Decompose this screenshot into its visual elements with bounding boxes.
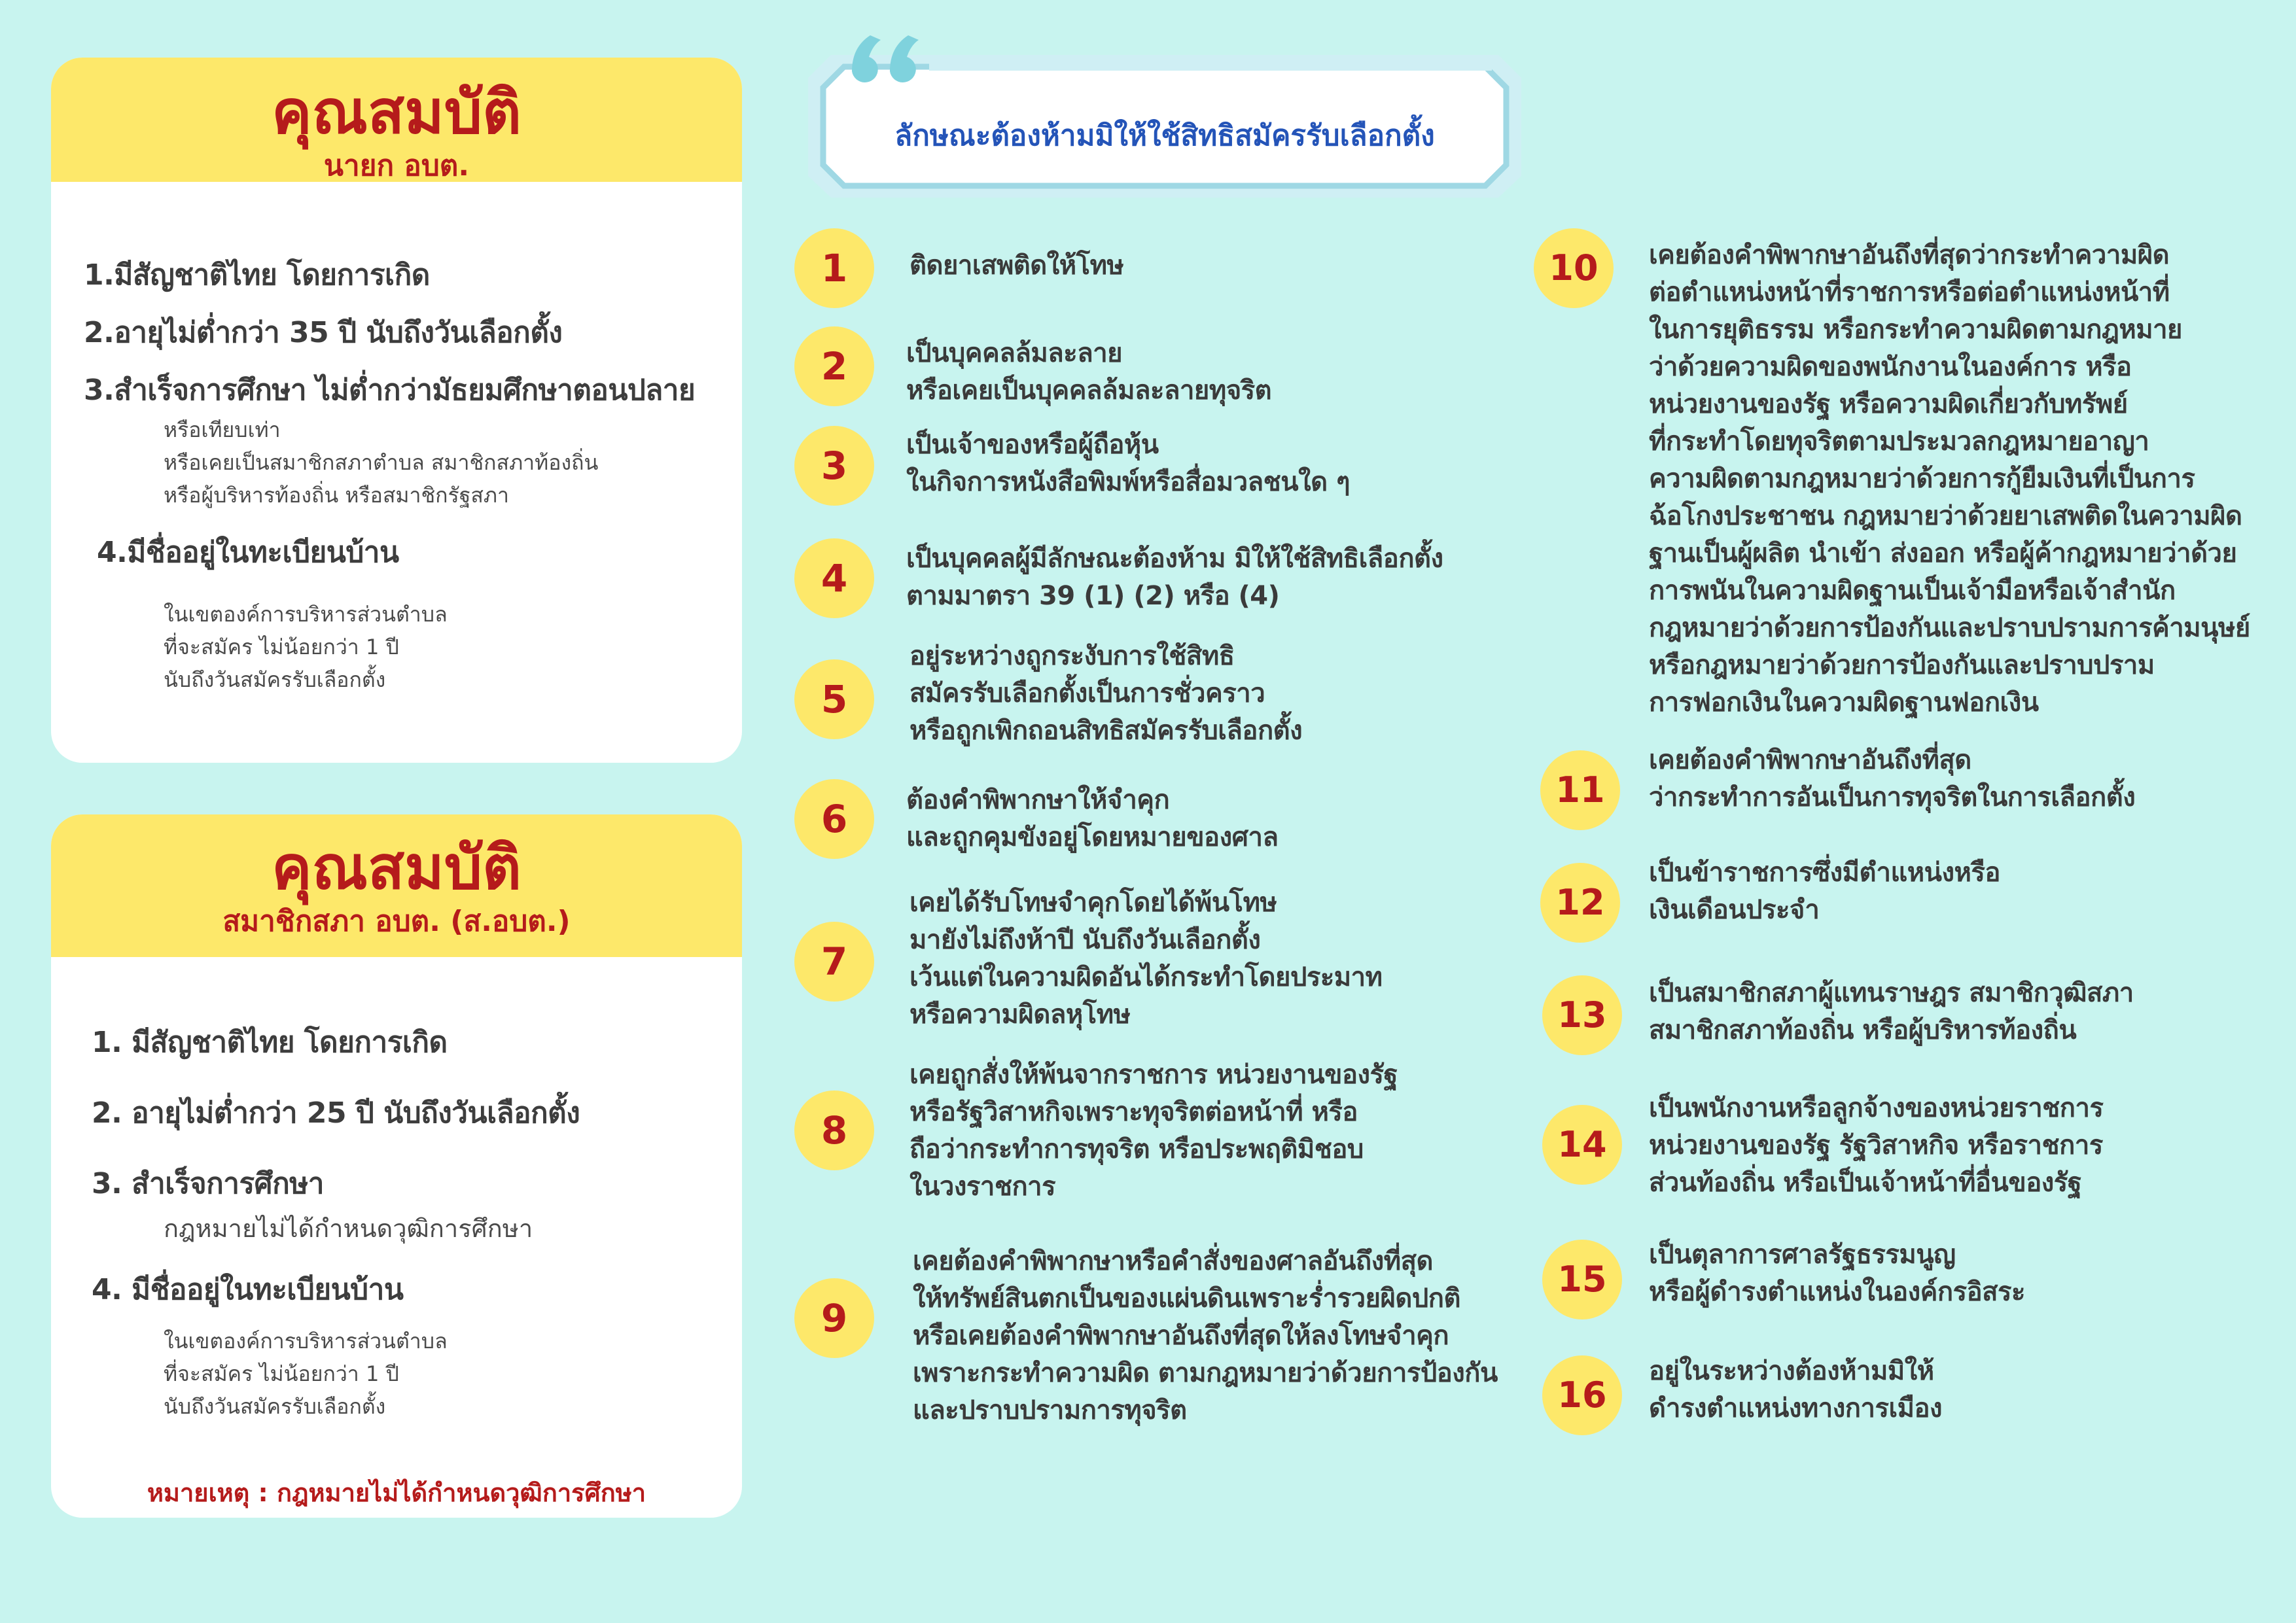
prohibition-text-line: การพนันในความผิดฐานเป็นเจ้ามือหรือเจ้าสำนัก bbox=[1649, 576, 2176, 606]
prohibition-text-line: การฟอกเงินในความผิดฐานฟอกเงิน bbox=[1649, 688, 2039, 718]
prohibition-text-line: เว้นแต่ในความผิดอันได้กระทำโดยประมาท bbox=[910, 962, 1383, 992]
prohibition-text-line: เคยต้องคำพิพากษาหรือคำสั่งของศาลอันถึงที่สุด bbox=[913, 1246, 1434, 1276]
prohibition-number-badge: 6 bbox=[794, 779, 874, 859]
prohibition-text-line: ในการยุติธรรม หรือกระทำความผิดตามกฎหมาย bbox=[1649, 315, 2182, 345]
prohibition-text bbox=[1649, 742, 2135, 816]
prohibition-text-line: เป็นตุลาการศาลรัฐธรรมนูญ bbox=[1649, 1240, 1956, 1270]
prohibition-text-line: ตามมาตรา 39 (1) (2) หรือ (4) bbox=[906, 581, 1280, 611]
prohibition-text-line: สมัครรับเลือกตั้งเป็นการชั่วคราว bbox=[910, 678, 1265, 708]
member-q2: 2. อายุไม่ต่ำกว่า 25 ปี นับถึงวันเลือกตั้ง bbox=[92, 1096, 580, 1130]
prohibition-text bbox=[910, 247, 1123, 285]
member-q1: 1. มีสัญชาติไทย โดยการเกิด bbox=[92, 1026, 448, 1059]
mayor-q3: 3.สำเร็จการศึกษา ไม่ต่ำกว่ามัธยมศึกษาตอนปลาย bbox=[84, 374, 696, 407]
prohibition-text-line: หรือกฎหมายว่าด้วยการป้องกันและปราบปราม bbox=[1649, 650, 2155, 680]
prohibition-text bbox=[1649, 854, 2000, 929]
prohibition-text-line: เคยได้รับโทษจำคุกโดยได้พ้นโทษ bbox=[910, 888, 1277, 918]
prohibition-number-badge: 11 bbox=[1540, 750, 1620, 830]
prohibitions-heading-banner bbox=[805, 22, 1525, 199]
prohibition-text-line: หรือรัฐวิสาหกิจเพราะทุจริตต่อหน้าที่ หรือ bbox=[910, 1097, 1358, 1127]
prohibition-text-line: ส่วนท้องถิ่น หรือเป็นเจ้าหน้าที่อื่นของรัฐ bbox=[1649, 1168, 2082, 1198]
prohibitions-heading: ลักษณะต้องห้ามมิให้ใช้สิทธิสมัครรับเลือกตั้ง bbox=[894, 119, 1435, 152]
mayor-q3-sub1: หรือเทียบเท่า bbox=[164, 417, 281, 442]
member-note: หมายเหตุ : กฎหมายไม่ได้กำหนดวุฒิการศึกษา bbox=[147, 1478, 646, 1507]
prohibition-text-line: และปราบปรามการทุจริต bbox=[913, 1395, 1187, 1425]
banner-frame bbox=[805, 22, 1525, 199]
prohibition-text-line: ที่กระทำโดยทุจริตตามประมวลกฎหมายอาญา bbox=[1649, 427, 2149, 457]
prohibition-text bbox=[910, 884, 1383, 1034]
prohibition-text-line: เป็นข้าราชการซึ่งมีตำแหน่งหรือ bbox=[1649, 858, 2000, 888]
prohibition-text-line: เป็นสมาชิกสภาผู้แทนราษฎร สมาชิกวุฒิสภา bbox=[1649, 978, 2134, 1008]
prohibition-text bbox=[910, 1056, 1398, 1206]
prohibition-text-line: หรือความผิดลหุโทษ bbox=[910, 1000, 1131, 1030]
prohibition-text-line: เป็นพนักงานหรือลูกจ้างของหน่วยราชการ bbox=[1649, 1093, 2104, 1123]
prohibition-text-line: ต้องคำพิพากษาให้จำคุก bbox=[906, 785, 1170, 815]
prohibition-text-line: อยู่ระหว่างถูกระงับการใช้สิทธิ bbox=[910, 641, 1235, 671]
prohibition-text-line: เคยถูกสั่งให้พ้นจากราชการ หน่วยงานของรัฐ bbox=[910, 1060, 1398, 1090]
prohibition-text-line: หน่วยงานของรัฐ รัฐวิสาหกิจ หรือราชการ bbox=[1649, 1130, 2103, 1161]
member-q4-sub2: ที่จะสมัคร ไม่น้อยกว่า 1 ปี bbox=[164, 1361, 399, 1386]
prohibition-text bbox=[913, 1243, 1498, 1429]
prohibition-text bbox=[906, 335, 1271, 410]
mayor-q4-sub3: นับถึงวันสมัครรับเลือกตั้ง bbox=[164, 667, 386, 692]
prohibition-text-line: ฐานเป็นผู้ผลิต นำเข้า ส่งออก หรือผู้ค้ากฎหมายว่าด้วย bbox=[1649, 538, 2237, 568]
prohibition-text-line: กฎหมายว่าด้วยการป้องกันและปราบปรามการค้ามนุษย์ bbox=[1649, 613, 2250, 643]
prohibition-text-line: เป็นบุคคลล้มละลาย bbox=[906, 338, 1123, 368]
prohibition-text-line: เพราะกระทำความผิด ตามกฎหมายว่าด้วยการป้องกัน bbox=[913, 1358, 1498, 1388]
mayor-q4: 4.มีชื่ออยู่ในทะเบียนบ้าน bbox=[97, 536, 399, 569]
prohibition-number-badge: 13 bbox=[1542, 975, 1622, 1055]
member-card-title: คุณสมบัติ bbox=[272, 833, 521, 903]
prohibition-number-badge: 9 bbox=[794, 1278, 874, 1358]
prohibition-text-line: ติดยาเสพติดให้โทษ bbox=[910, 251, 1124, 281]
prohibition-text-line: สมาชิกสภาท้องถิ่น หรือผู้บริหารท้องถิ่น bbox=[1649, 1015, 2077, 1045]
prohibition-text-line: เคยต้องคำพิพากษาอันถึงที่สุดว่ากระทำความผิด bbox=[1649, 240, 2170, 270]
prohibition-text-line: เคยต้องคำพิพากษาอันถึงที่สุด bbox=[1649, 745, 1971, 775]
member-q4-sub3: นับถึงวันสมัครรับเลือกตั้ง bbox=[164, 1394, 386, 1419]
prohibition-text-line: หรือเคยต้องคำพิพากษาอันถึงที่สุดให้ลงโทษจำคุก bbox=[913, 1321, 1449, 1351]
prohibition-text-line: ฉ้อโกงประชาชน กฎหมายว่าด้วยยาเสพติดในความผิด bbox=[1649, 501, 2242, 531]
prohibition-text-line: ว่าด้วยความผิดของพนักงานในองค์การ หรือ bbox=[1649, 352, 2132, 382]
prohibition-text-line: หน่วยงานของรัฐ หรือความผิดเกี่ยวกับทรัพย์ bbox=[1649, 389, 2128, 419]
mayor-q3-sub2: หรือเคยเป็นสมาชิกสภาตำบล สมาชิกสภาท้องถิ่น bbox=[164, 450, 599, 475]
prohibition-text-line: เป็นบุคคลผู้มีลักษณะต้องห้าม มิให้ใช้สิทธิเลือกตั้ง bbox=[906, 544, 1443, 574]
mayor-q4-sub1: ในเขตองค์การบริหารส่วนตำบล bbox=[164, 602, 448, 627]
prohibition-text bbox=[1649, 1236, 2025, 1311]
prohibition-text-line: ว่ากระทำการอันเป็นการทุจริตในการเลือกตั้ง bbox=[1649, 782, 2136, 812]
prohibition-number-badge: 10 bbox=[1534, 228, 1614, 308]
mayor-qualification-card bbox=[51, 58, 742, 763]
member-q3-sub1: กฎหมายไม่ได้กำหนดวุฒิการศึกษา bbox=[164, 1214, 533, 1243]
member-q3: 3. สำเร็จการศึกษา bbox=[92, 1167, 324, 1200]
prohibition-text-line: มายังไม่ถึงห้าปี นับถึงวันเลือกตั้ง bbox=[910, 925, 1261, 955]
prohibition-text-line: อยู่ในระหว่างต้องห้ามมิให้ bbox=[1649, 1356, 1934, 1386]
mayor-q1: 1.มีสัญชาติไทย โดยการเกิด bbox=[84, 258, 430, 292]
prohibition-text-line: หรือผู้ดำรงตำแหน่งในองค์กรอิสระ bbox=[1649, 1277, 2026, 1307]
prohibition-text bbox=[906, 782, 1278, 856]
prohibition-number-badge: 4 bbox=[794, 538, 874, 618]
prohibition-text-line: ในกิจการหนังสือพิมพ์หรือสื่อมวลชนใด ๆ bbox=[906, 467, 1351, 497]
prohibition-text-line: เงินเดือนประจำ bbox=[1649, 895, 1820, 925]
prohibition-text bbox=[1649, 1353, 1942, 1427]
mayor-q4-sub2: ที่จะสมัคร ไม่น้อยกว่า 1 ปี bbox=[164, 635, 399, 659]
mayor-q2: 2.อายุไม่ต่ำกว่า 35 ปี นับถึงวันเลือกตั้ง bbox=[84, 316, 563, 349]
member-card-subtitle: สมาชิกสภา อบต. (ส.อบต.) bbox=[222, 905, 571, 938]
prohibition-number-badge: 7 bbox=[794, 922, 874, 1002]
member-qualification-list bbox=[92, 1024, 722, 1423]
mayor-card-header bbox=[51, 58, 742, 182]
prohibition-text-line: หรือถูกเพิกถอนสิทธิสมัครรับเลือกตั้ง bbox=[910, 716, 1303, 746]
prohibition-number-badge: 3 bbox=[794, 426, 874, 506]
prohibition-text-line: และถูกคุมขังอยู่โดยหมายของศาล bbox=[906, 822, 1279, 852]
prohibition-text-line: เป็นเจ้าของหรือผู้ถือหุ้น bbox=[906, 430, 1159, 460]
prohibition-text-line: ให้ทรัพย์สินตกเป็นของแผ่นดินเพราะร่ำรวยผิดปกติ bbox=[913, 1283, 1460, 1314]
member-card-header bbox=[51, 814, 742, 957]
prohibition-text bbox=[910, 638, 1302, 750]
prohibition-text bbox=[906, 427, 1350, 501]
prohibition-number-badge: 1 bbox=[794, 228, 874, 308]
mayor-qualification-list bbox=[84, 256, 722, 696]
prohibition-number-badge: 8 bbox=[794, 1091, 874, 1170]
prohibition-text-line: ดำรงตำแหน่งทางการเมือง bbox=[1649, 1393, 1943, 1423]
prohibition-number-badge: 2 bbox=[794, 326, 874, 406]
prohibition-text-line: ความผิดตามกฎหมายว่าด้วยการกู้ยืมเงินที่เป็นการ bbox=[1649, 464, 2195, 494]
member-q4-sub1: ในเขตองค์การบริหารส่วนตำบล bbox=[164, 1329, 448, 1353]
prohibition-text-line: ต่อตำแหน่งหน้าที่ราชการหรือต่อตำแหน่งหน้าที่ bbox=[1649, 277, 2170, 307]
mayor-card-subtitle: นายก อบต. bbox=[323, 149, 470, 183]
prohibition-text-line: หรือเคยเป็นบุคคลล้มละลายทุจริต bbox=[906, 375, 1272, 406]
prohibition-text bbox=[1649, 975, 2134, 1049]
prohibition-text-line: ถือว่ากระทำการทุจริต หรือประพฤติมิชอบ bbox=[910, 1134, 1364, 1164]
prohibition-text bbox=[906, 540, 1443, 615]
mayor-card-title: คุณสมบัติ bbox=[272, 77, 521, 147]
prohibition-number-badge: 16 bbox=[1542, 1355, 1622, 1435]
mayor-q3-sub3: หรือผู้บริหารท้องถิ่น หรือสมาชิกรัฐสภา bbox=[164, 483, 509, 508]
prohibition-number-badge: 15 bbox=[1542, 1240, 1622, 1319]
prohibition-number-badge: 14 bbox=[1542, 1105, 1622, 1185]
prohibition-text bbox=[1649, 237, 2250, 722]
member-q4: 4. มีชื่ออยู่ในทะเบียนบ้าน bbox=[92, 1273, 404, 1306]
prohibition-number-badge: 5 bbox=[794, 659, 874, 739]
member-qualification-card bbox=[51, 814, 742, 1518]
prohibition-text bbox=[1649, 1090, 2103, 1202]
prohibition-number-badge: 12 bbox=[1540, 863, 1620, 943]
prohibition-text-line: ในวงราชการ bbox=[910, 1172, 1056, 1202]
